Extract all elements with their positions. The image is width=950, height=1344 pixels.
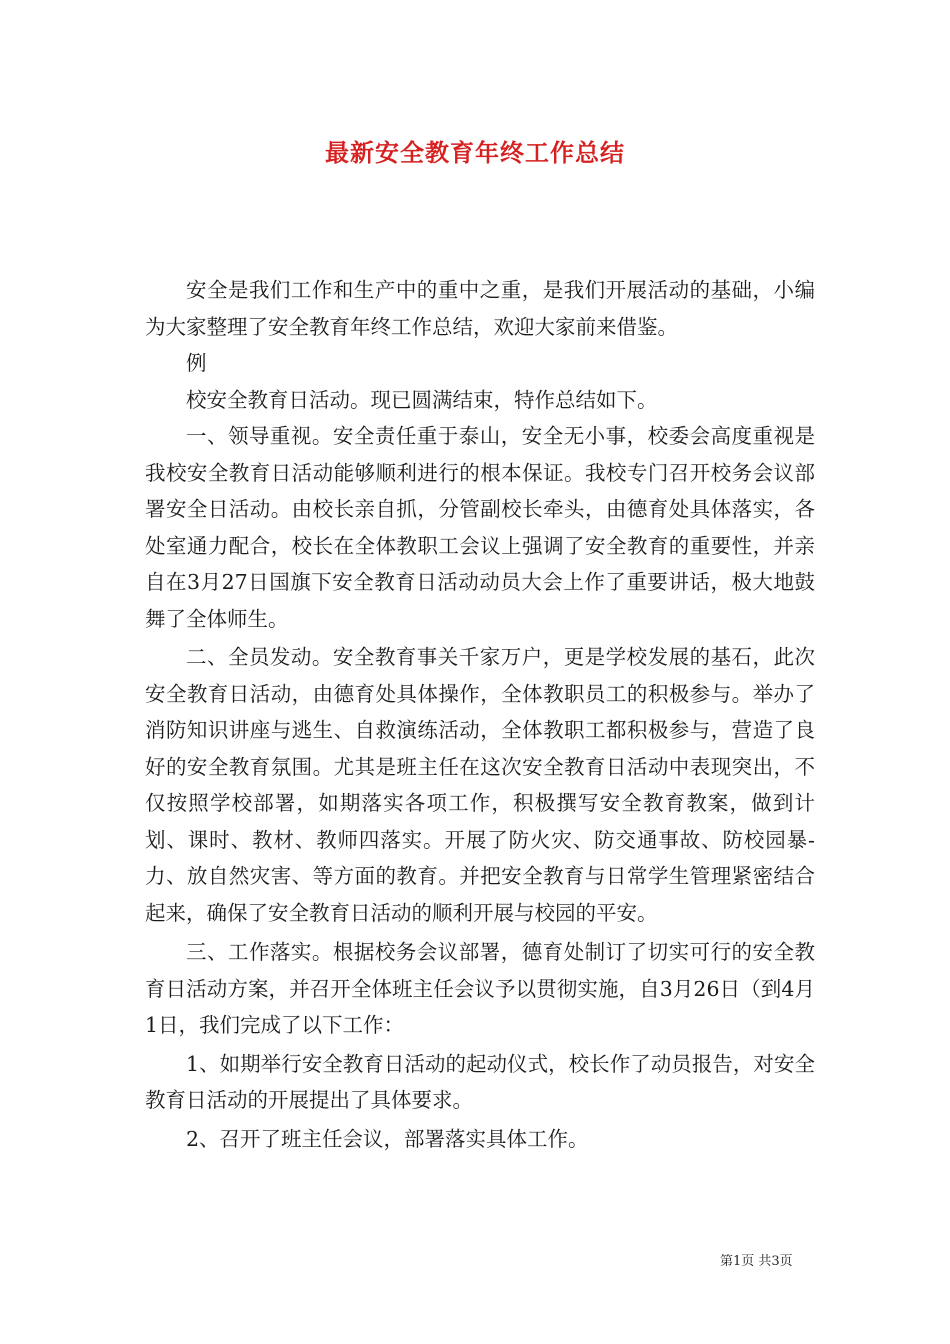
- paragraph-item-1: 1、如期举行安全教育日活动的起动仪式，校长作了动员报告，对安全教育日活动的开展提出了具体要求。: [145, 1051, 815, 1112]
- paragraph-example-label: 例: [186, 351, 207, 375]
- document-title: 最新安全教育年终工作总结: [325, 139, 625, 167]
- paragraph-summary-lead: 校安全教育日活动。现已圆满结束，特作总结如下。: [186, 387, 658, 412]
- paragraph-intro: 安全是我们工作和生产中的重中之重，是我们开展活动的基础，小编为大家整理了安全教育年终工作总结，欢迎大家前来借鉴。: [145, 278, 815, 339]
- page-number-footer: 第1页 共3页: [720, 1254, 793, 1269]
- paragraph-section-leadership: 一、领导重视。安全责任重于泰山，安全无小事，校委会高度重视是我校安全教育日活动能够顺利进行的根本保证。我校专门召开校务会议部署安全日活动。由校长亲自抓，分管副校长牵头，由德育处具体落实，各处室通力配合，校长在全体教职工会议上强调了安全教育的重要性，并亲自在3月27日国旗下安全教育日活动动员大会上作了重要讲话，极大地鼓舞了全体师生。: [145, 424, 815, 631]
- paragraph-section-implementation: 三、工作落实。根据校务会议部署，德育处制订了切实可行的安全教育日活动方案，并召开全体班主任会议予以贯彻实施，自3月26日（到4月1日，我们完成了以下工作：: [145, 940, 815, 1037]
- paragraph-item-2: 2、召开了班主任会议，部署落实具体工作。: [186, 1126, 589, 1151]
- paragraph-section-mobilization: 二、全员发动。安全教育事关千家万户，更是学校发展的基石，此次安全教育日活动，由德育处具体操作，全体教职员工的积极参与。举办了消防知识讲座与逃生、自救演练活动，全体教职工都积极参与，营造了良好的安全教育氛围。尤其是班主任在这次安全教育日活动中表现突出，不仅按照学校部署，如期落实各项工作，积极撰写安全教育教案，做到计划、课时、教材、教师四落实。开展了防火灾、防交通事故、防校园暴-力、放自然灾害、等方面的教育。并把安全教育与日常学生管理紧密结合起来，确保了安全教育日活动的顺利开展与校园的平安。: [145, 645, 815, 925]
- document-body: [145, 272, 815, 1157]
